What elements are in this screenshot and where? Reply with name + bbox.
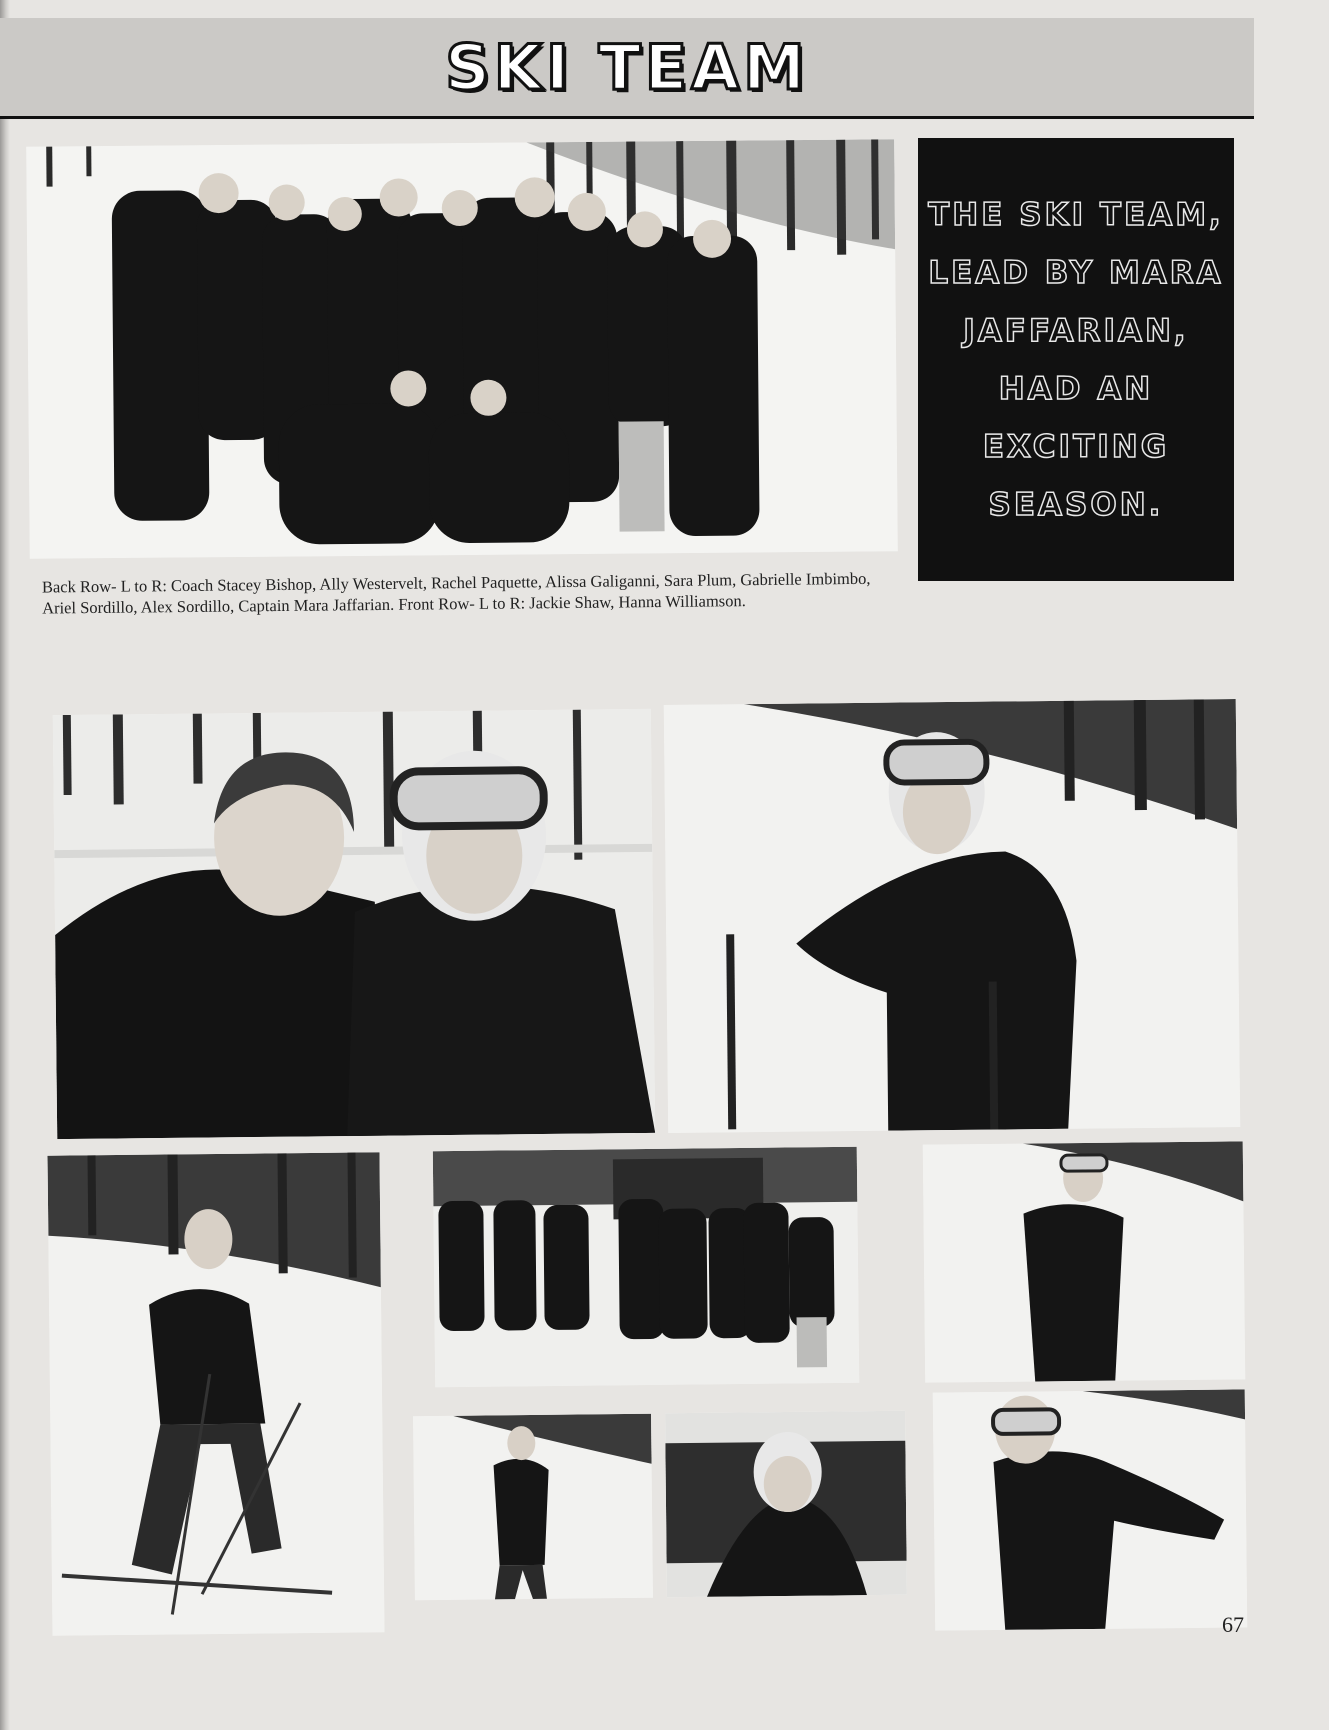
skier-smiling-photo: [665, 1411, 907, 1598]
callout-box: [918, 138, 1234, 581]
skier-portrait-photo: [923, 1141, 1245, 1382]
title-bar: [0, 18, 1254, 119]
coach-captain-photo: [53, 709, 655, 1139]
captain-skiing-photo: [664, 699, 1240, 1133]
callout-line: HAD AN: [998, 370, 1154, 407]
callout-line: JAFFARIAN,: [963, 312, 1189, 349]
photo-caption: Back Row- L to R: Coach Stacey Bishop, Ally Westervelt, Rachel Paquette, Alissa Galiganni, Sara Plum, Gabrielle Imbimbo, Ariel Sordillo, Alex Sordillo, Captain Mara Jaffarian. Front Row- L to R: Jackie Shaw, Hanna Williamson.: [41, 568, 871, 618]
page-number: 67: [1222, 1612, 1244, 1637]
skier-posing-photo: [933, 1389, 1247, 1630]
team-on-slope-photo: [433, 1147, 859, 1387]
callout-line: THE SKI TEAM,: [928, 196, 1224, 233]
skier-on-slope-photo: [47, 1152, 384, 1635]
callout-line: LEAD BY MARA: [928, 254, 1224, 291]
skier-small-photo: [413, 1414, 653, 1600]
callout-line: EXCITING: [982, 428, 1170, 465]
callout-line: SEASON.: [988, 486, 1164, 523]
page-binding-edge: [0, 0, 10, 1730]
team-group-photo: [26, 139, 898, 559]
page-title: SKI TEAM: [445, 30, 809, 104]
